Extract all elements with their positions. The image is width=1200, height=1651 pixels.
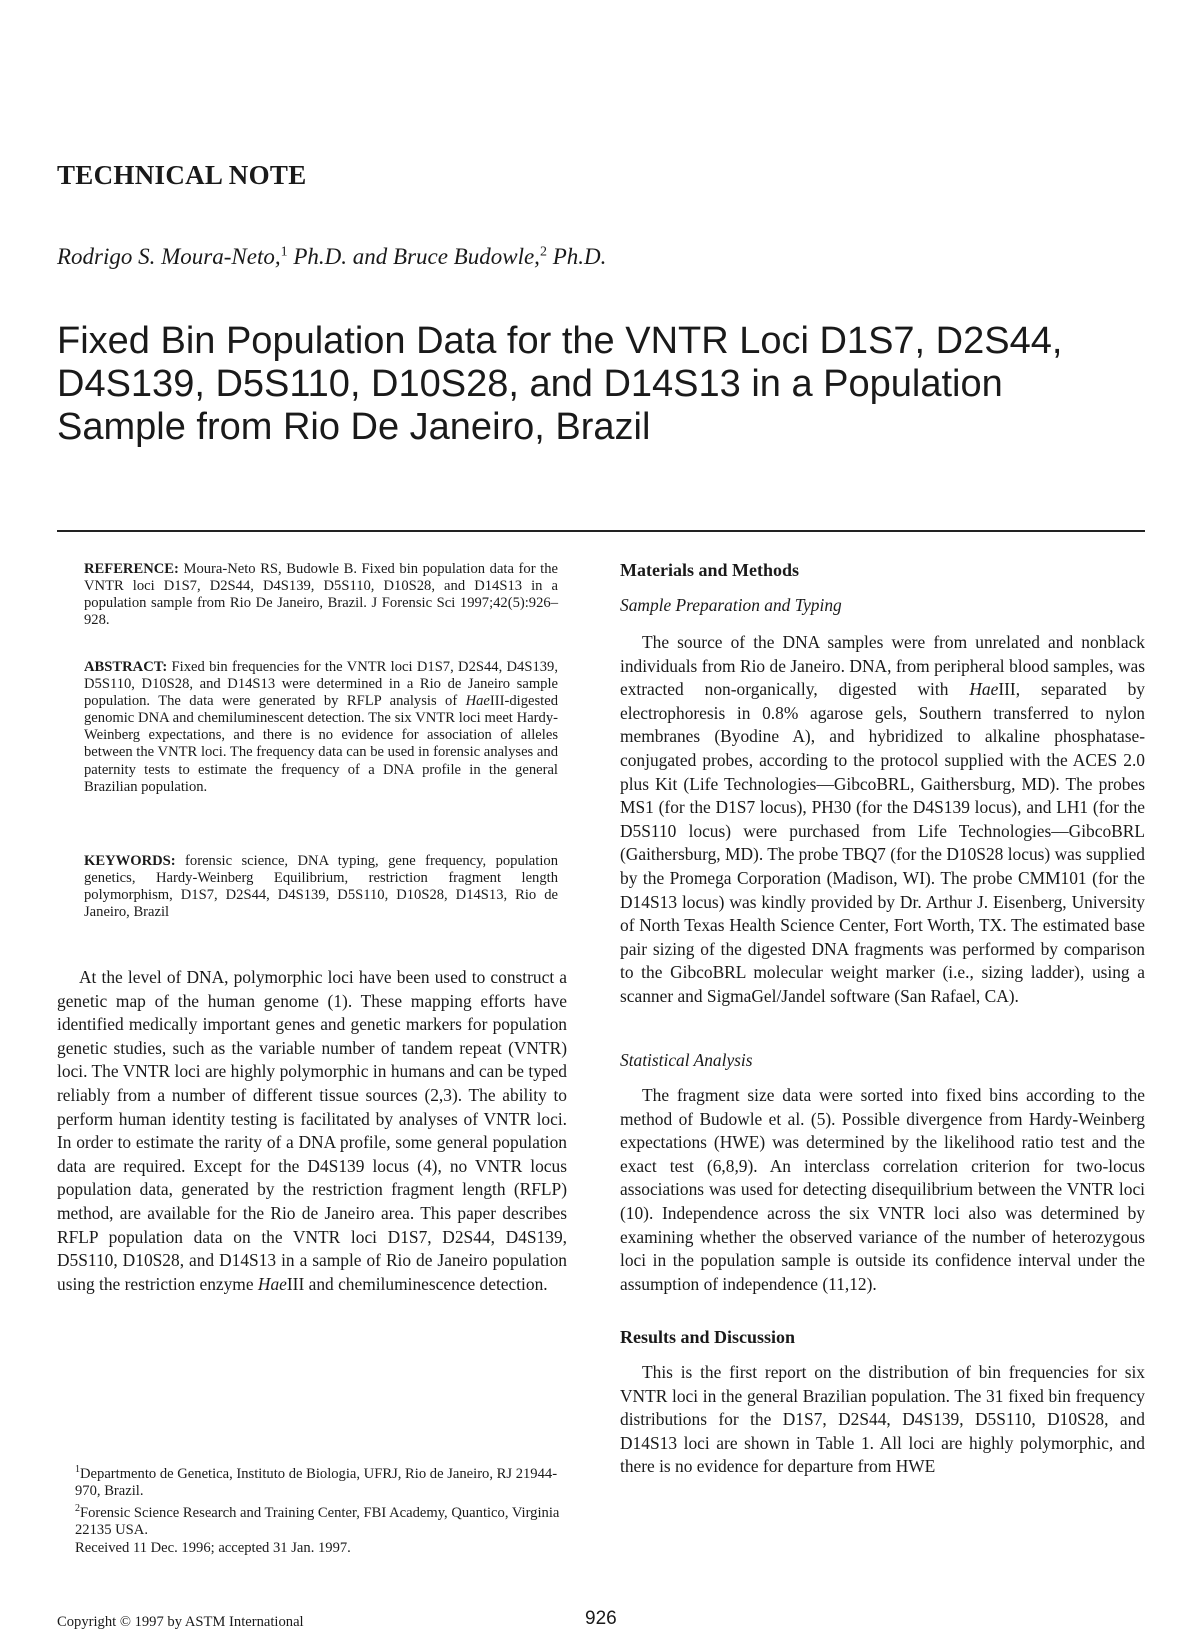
footnote-2 — [75, 1500, 567, 1539]
methods-text-b: III, separated by electrophoresis in 0.8% agarose gels, Southern transferred to nylon membranes (Byodine A), and hybridized to alkaline phosphatase-conjugated probes, according to the protocol supplied with the ACES 2.0 plus Kit (Life Technologies—GibcoBRL, Gaithersburg, MD). The probes MS1 (for the D1S7 locus), PH30 (for the D4S139 locus), and LH1 (for the D5S110 locus) were purchased from Life Technologies—GibcoBRL (Gaithersburg, MD). The probe TBQ7 (for the D10S28 locus) was supplied by the Promega Corporation (Madison, WI). The probe CMM101 (for the D14S13 locus) was kindly provided by Dr. Arthur J. Eisenberg, University of North Texas Health Science Center, Fort Worth, TX. The estimated base pair sizing of the digested DNA fragments was performed by comparison to the GibcoBRL molecular weight marker (i.e., sizing ladder), using a scanner and SigmaGel/Jandel software (San Rafael, CA). — [620, 679, 1145, 1006]
title-line: Fixed Bin Population Data for the VNTR Loci D1S7, D2S44, — [57, 320, 1063, 362]
page-number: 926 — [585, 1608, 617, 1629]
author-2-affiliation-marker: 2 — [539, 244, 547, 260]
methods-enzyme-italic: Hae — [969, 679, 999, 700]
title-line: Sample from Rio De Janeiro, Brazil — [57, 406, 651, 448]
introduction — [57, 966, 567, 1296]
results-text: This is the first report on the distribution of bin frequencies for six VNTR loci in the general Brazilian population. The 31 fixed bin frequency distributions for the D1S7, D2S44, D4S139, D5S110, D10S28, and D14S13 loci are shown in Table 1. All loci are highly polymorphic, and there is no evidence for departure from HWE — [620, 1362, 1145, 1477]
footnotes — [75, 1461, 567, 1557]
author-line — [57, 244, 606, 270]
author-1-affiliation-marker: 1 — [280, 244, 288, 260]
methods-text-a: The source of the DNA samples were from unrelated and nonblack individuals from Rio de Janeiro. DNA, from peripheral blood samples, was extracted non-organically, digested with — [620, 632, 1145, 700]
sample-prep-subheading: Sample Preparation and Typing — [620, 595, 842, 615]
methods-heading: Materials and Methods — [620, 560, 799, 580]
methods-paragraph-1 — [620, 631, 1145, 1009]
footnote-1 — [75, 1461, 567, 1500]
intro-text: At the level of DNA, polymorphic loci have been used to construct a genetic map of the human genome (1). These mapping efforts have identified medically important genes and genetic markers for population genetic studies, such as the variable number of tandem repeat (VNTR) loci. The VNTR loci are highly polymorphic in humans and can be typed reliably from a number of different tissue sources (2,3). The ability to perform human identity testing is facilitated by analyses of VNTR loci. In order to estimate the rarity of a DNA profile, some general population data are required. Except for the D4S139 locus (4), no VNTR locus population data, generated by the restriction fragment length (RFLP) method, are available for the Rio de Janeiro area. This paper describes RFLP population data on the VNTR loci D1S7, D2S44, D4S139, D5S110, D10S28, and D14S13 in a sample of Rio de Janeiro population using the restriction enzyme — [57, 967, 567, 1294]
copyright-notice: Copyright © 1997 by ASTM International — [57, 1614, 304, 1630]
footnote-2-marker: 2 — [75, 1503, 80, 1515]
methods-text — [620, 631, 1145, 1009]
author-1-degree: Ph.D. and Bruce Budowle, — [287, 244, 540, 269]
results-paragraph — [620, 1361, 1145, 1479]
author-1: Rodrigo S. Moura-Neto, — [57, 244, 281, 269]
keywords-text: forensic science, DNA typing, gene frequency, population genetics, Hardy-Weinberg Equilibrium, restriction fragment length polymorphism, D1S7, D2S44, D4S139, D5S110, D10S28, D14S13, Rio de Janeiro, Brazil — [84, 853, 558, 921]
abstract-label: ABSTRACT: — [84, 659, 168, 675]
title-line: D4S139, D5S110, D10S28, and D14S13 in a Population — [57, 363, 1003, 405]
statistical-analysis-subheading: Statistical Analysis — [620, 1050, 753, 1070]
intro-enzyme-italic: Hae — [257, 1273, 287, 1294]
intro-paragraph — [57, 966, 567, 1296]
statistics-paragraph — [620, 1084, 1145, 1296]
title-divider — [57, 530, 1145, 532]
abstract-text-cont: III-digested genomic DNA and chemiluminescent detection. The six VNTR loci meet Hardy-Weinberg expectations, and there is no evidence for association of alleles between the VNTR loci. The frequency data can be used in forensic analyses and paternity tests to estimate the frequency of a DNA profile in the general Brazilian population. — [84, 693, 558, 795]
footnote-2-text: Forensic Science Research and Training Center, FBI Academy, Quantico, Virginia 22135 USA. — [75, 1505, 560, 1539]
abstract-enzyme-italic: Hae — [465, 693, 490, 710]
footnote-1-text: Departmento de Genetica, Instituto de Biologia, UFRJ, Rio de Janeiro, RJ 21944-970, Brazil. — [75, 1465, 558, 1500]
keywords-label: KEYWORDS: — [84, 853, 176, 869]
abstract-block — [84, 659, 558, 796]
reference-text: Moura-Neto RS, Budowle B. Fixed bin population data for the VNTR loci D1S7, D2S44, D4S139, D5S110, D10S28, and D14S13 in a population sample from Rio De Janeiro, Brazil. J Forensic Sci 1997;42(5):926–928. — [84, 561, 558, 629]
reference-label: REFERENCE: — [84, 561, 179, 577]
keywords-block — [84, 853, 558, 921]
abstract-text: Fixed bin frequencies for the VNTR loci D1S7, D2S44, D4S139, D5S110, D10S28, and D14S13 were determined in a Rio de Janeiro sample population. The data were generated by RFLP analysis of — [84, 659, 558, 710]
received-dates: Received 11 Dec. 1996; accepted 31 Jan. 1997. — [75, 1539, 351, 1556]
intro-text-cont: III and chemiluminescence detection. — [286, 1273, 548, 1294]
footnote-1-marker: 1 — [75, 1464, 80, 1475]
results-heading: Results and Discussion — [620, 1327, 796, 1347]
article-title — [57, 320, 1167, 449]
statistics-text: The fragment size data were sorted into fixed bins according to the method of Budowle et al. (5). Possible divergence from Hardy-Weinberg expectations (HWE) was determined by the likelihood ratio test and the exact test (6,8,9). An interclass correlation criterion for two-locus associations was used for detecting disequilibrium between the VNTR loci (10). Independence across the six VNTR loci also was determined by examining whether the observed variance of the number of heterozygous loci in the population sample is outside its confidence interval under the assumption of independence (11,12). — [620, 1085, 1145, 1294]
section-label: TECHNICAL NOTE — [57, 160, 307, 190]
author-2-degree: Ph.D. — [546, 244, 607, 269]
reference-block — [84, 561, 558, 629]
